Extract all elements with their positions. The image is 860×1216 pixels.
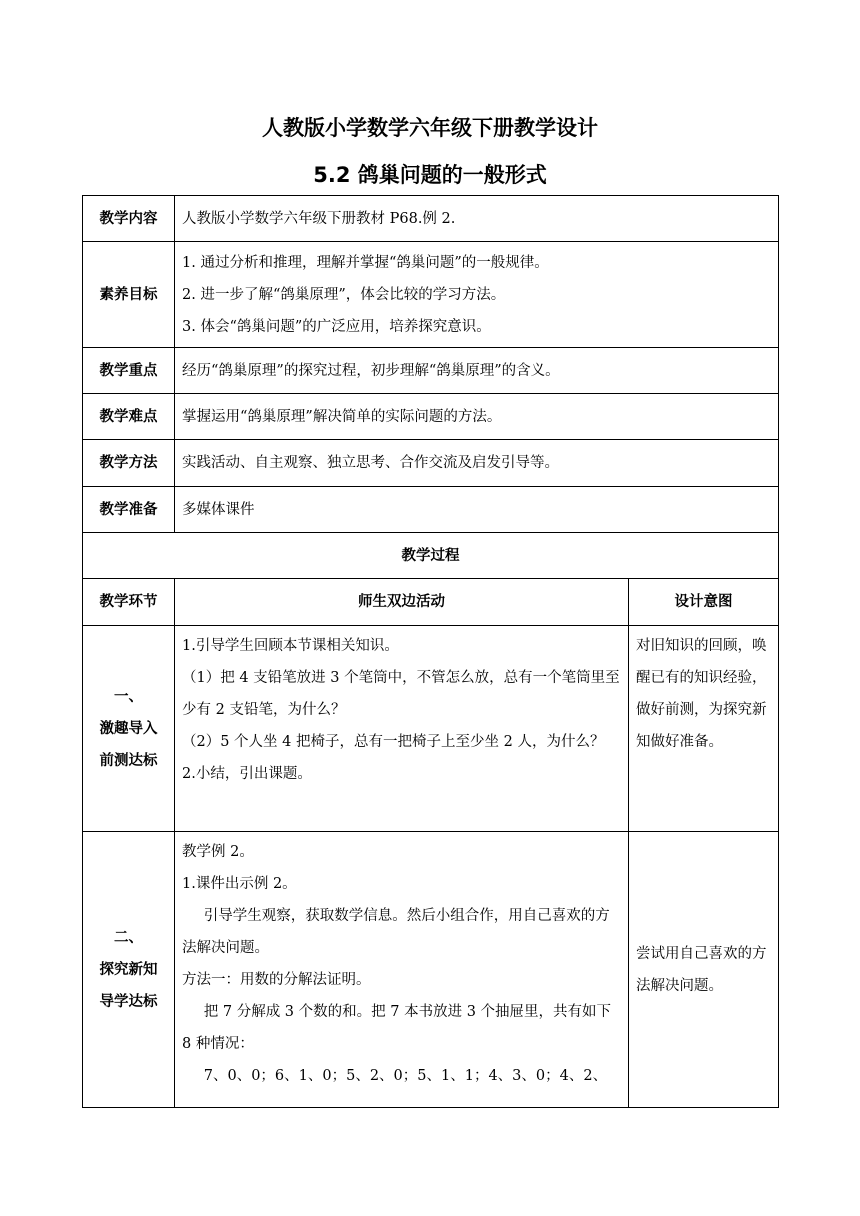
process-column-headers bbox=[83, 579, 779, 626]
column-header-activity: 师生双边活动 bbox=[175, 579, 629, 626]
row-value: 掌握运用“鸽巢原理”解决简单的实际问题的方法。 bbox=[175, 394, 779, 440]
stage-activity: 教学例 2。 1.课件出示例 2。 引导学生观察，获取数学信息。然后小组合作，用自己喜欢的方法解决问题。 方法一：用数的分解法证明。 把 7 分解成 3 个数的和。把 7 本书放进 3 个抽屉里，共有如下 8 种情况： 7、0、0；6、1、0；5、2、0；5、1、1；4、3、0；4、2、 bbox=[175, 832, 629, 1108]
row-difficult-points bbox=[83, 394, 779, 440]
row-value: 人教版小学数学六年级下册教材 P68.例 2. bbox=[175, 196, 779, 242]
document-title: 人教版小学数学六年级下册教学设计 bbox=[262, 116, 598, 140]
row-key-points bbox=[83, 348, 779, 394]
row-label: 教学准备 bbox=[83, 487, 175, 533]
row-label: 教学方法 bbox=[83, 440, 175, 487]
stage-row-1 bbox=[83, 626, 779, 832]
stage-label: 一、 激趣导入 前测达标 bbox=[83, 626, 175, 832]
row-value: 经历“鸽巢原理”的探究过程，初步理解“鸽巢原理”的含义。 bbox=[175, 348, 779, 394]
lesson-plan-table bbox=[82, 195, 779, 1108]
row-teaching-methods bbox=[83, 440, 779, 487]
row-teaching-content bbox=[83, 196, 779, 242]
row-value: 1. 通过分析和推理，理解并掌握“鸽巢问题”的一般规律。 2. 进一步了解“鸽巢原理”，体会比较的学习方法。 3. 体会“鸽巢问题”的广泛应用，培养探究意识。 bbox=[175, 242, 779, 348]
column-header-intent: 设计意图 bbox=[629, 579, 779, 626]
stage-row-2 bbox=[83, 832, 779, 1108]
row-teaching-preparation bbox=[83, 487, 779, 533]
stage-activity: 1.引导学生回顾本节课相关知识。 （1）把 4 支铅笔放进 3 个笔筒中，不管怎么放，总有一个笔筒里至少有 2 支铅笔，为什么？ （2）5 个人坐 4 把椅子，总有一把椅子上至少坐 2 人，为什么？ 2.小结，引出课题。 bbox=[175, 626, 629, 832]
stage-label: 二、 探究新知 导学达标 bbox=[83, 832, 175, 1108]
row-literacy-goals bbox=[83, 242, 779, 348]
stage-intent: 对旧知识的回顾，唤醒已有的知识经验，做好前测，为探究新知做好准备。 bbox=[629, 626, 779, 832]
row-value: 实践活动、自主观察、独立思考、合作交流及启发引导等。 bbox=[175, 440, 779, 487]
row-label: 教学重点 bbox=[83, 348, 175, 394]
column-header-stage: 教学环节 bbox=[83, 579, 175, 626]
process-heading: 教学过程 bbox=[83, 533, 779, 579]
process-heading-row bbox=[83, 533, 779, 579]
row-value: 多媒体课件 bbox=[175, 487, 779, 533]
document-subtitle: 5.2 鸽巢问题的一般形式 bbox=[313, 163, 547, 187]
stage-intent: 尝试用自己喜欢的方法解决问题。 bbox=[629, 832, 779, 1108]
row-label: 教学内容 bbox=[83, 196, 175, 242]
row-label: 教学难点 bbox=[83, 394, 175, 440]
row-label: 素养目标 bbox=[83, 242, 175, 348]
